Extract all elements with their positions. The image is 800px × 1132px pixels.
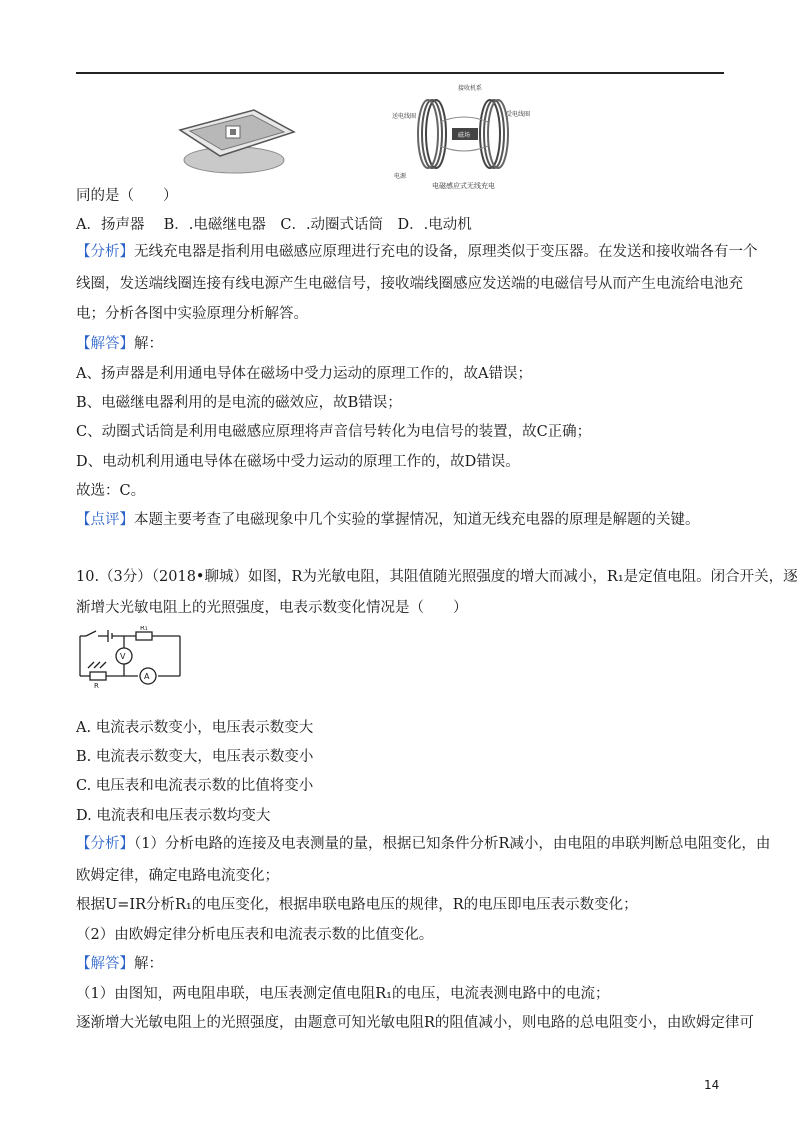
q10-analysis-line-2: 欧姆定律，确定电路电流变化；	[76, 868, 279, 884]
q10-analysis-line-3: 根据U=IR分析R₁的电压变化，根据串联电路电压的规律，R的电压即电压表示数变化；	[76, 897, 638, 913]
q9-answer-line-5: 故选：C。	[76, 483, 146, 499]
header-rule	[76, 72, 724, 74]
circuit-diagram	[74, 626, 186, 688]
circuit-r-label: R	[94, 682, 99, 688]
q9-stem-tail: 同的是（ ）	[76, 188, 178, 204]
q10-answer-line-2: 逐渐增大光敏电阻上的光照强度，由题意可知光敏电阻R的阻值减小，则电路的总电阻变小，由欧姆定律可	[76, 1015, 754, 1031]
phone-charger-image	[176, 104, 298, 178]
q9-answer-tag: 【解答】	[76, 336, 134, 352]
q9-analysis-line-2: 线圈，发送端线圈连接有线电源产生电磁信号，接收端线圈感应发送端的电磁信号从而产生电流给电池充	[76, 276, 743, 292]
coil-power-label: 电源	[394, 173, 407, 180]
q10-answer-line-1: （1）由图知，两电阻串联，电压表测定值电阻R₁的电压，电流表测电路中的电流；	[76, 986, 610, 1002]
induction-coil-figure	[392, 82, 538, 194]
circuit-voltmeter-label: V	[120, 652, 126, 661]
coil-magnet-label: 磁场	[458, 132, 471, 139]
q10-option-c: C. 电压表和电流表示数的比值将变小	[76, 778, 314, 794]
q10-option-d: D. 电流表和电压表示数均变大	[76, 808, 271, 824]
q9-comment-text: 本题主要考查了电磁现象中几个实验的掌握情况，知道无线充电器的原理是解题的关键。	[134, 512, 700, 528]
q10-option-b: B. 电流表示数变大，电压表示数变小	[76, 749, 314, 765]
q9-answer-line-1: A、扬声器是利用通电导体在磁场中受力运动的原理工作的，故A错误；	[76, 366, 532, 382]
q10-answer-head	[76, 954, 163, 974]
q9-analysis-line-3: 电；分析各图中实验原理分析解答。	[76, 306, 308, 322]
coil-receiver-label: 接收机系	[458, 85, 483, 92]
coil-send-label: 送电线圈	[392, 113, 417, 120]
q9-answer-line-4: D、电动机利用通电导体在磁场中受力运动的原理工作的，故D错误。	[76, 454, 520, 470]
q10-answer-tag: 【解答】	[76, 956, 134, 972]
q9-options: A．扬声器 B．.电磁继电器 C．.动圈式话筒 D．.电动机	[76, 217, 472, 233]
q9-analysis-tag: 【分析】	[76, 244, 134, 260]
q10-answer-head-text: 解：	[134, 956, 163, 972]
q9-answer-head-text: 解：	[134, 336, 163, 352]
q9-answer-line-3: C、动圈式话筒是利用电磁感应原理将声音信号转化为电信号的装置，故C正确；	[76, 424, 592, 440]
q9-analysis-line-1	[76, 242, 758, 262]
q10-analysis-tag: 【分析】	[76, 836, 134, 852]
q9-comment	[76, 510, 700, 530]
q10-stem-line-2: 渐增大光敏电阻上的光照强度，电表示数变化情况是（ ）	[76, 600, 468, 616]
coil-caption: 电磁感应式无线充电	[432, 182, 495, 190]
page-number: 14	[704, 1078, 720, 1092]
q10-option-a: A. 电流表示数变小，电压表示数变大	[76, 720, 314, 736]
q9-answer-line-2: B、电磁继电器利用的是电流的磁效应，故B错误；	[76, 395, 402, 411]
q9-comment-tag: 【点评】	[76, 512, 134, 528]
q10-analysis-line-1	[76, 834, 770, 854]
q9-analysis-text-1: 无线充电器是指利用电磁感应原理进行充电的设备，原理类似于变压器。在发送和接收端各有一个	[134, 244, 758, 260]
circuit-r1-label: R₁	[140, 626, 148, 632]
circuit-ammeter-label: A	[144, 672, 150, 681]
q10-analysis-line-4: （2）由欧姆定律分析电压表和电流表示数的比值变化。	[76, 927, 434, 943]
q10-analysis-text-1: （1）分析电路的连接及电表测量的量，根据已知条件分析R减小，由电阻的串联判断总电阻变化，由	[134, 836, 771, 852]
q9-answer-head	[76, 334, 163, 354]
q10-stem-line-1: 10.（3分）（2018•聊城）如图，R为光敏电阻，其阻值随光照强度的增大而减小，R₁是定值电阻。闭合开关，逐	[76, 569, 798, 585]
coil-recv-label: 受电线圈	[506, 111, 531, 118]
